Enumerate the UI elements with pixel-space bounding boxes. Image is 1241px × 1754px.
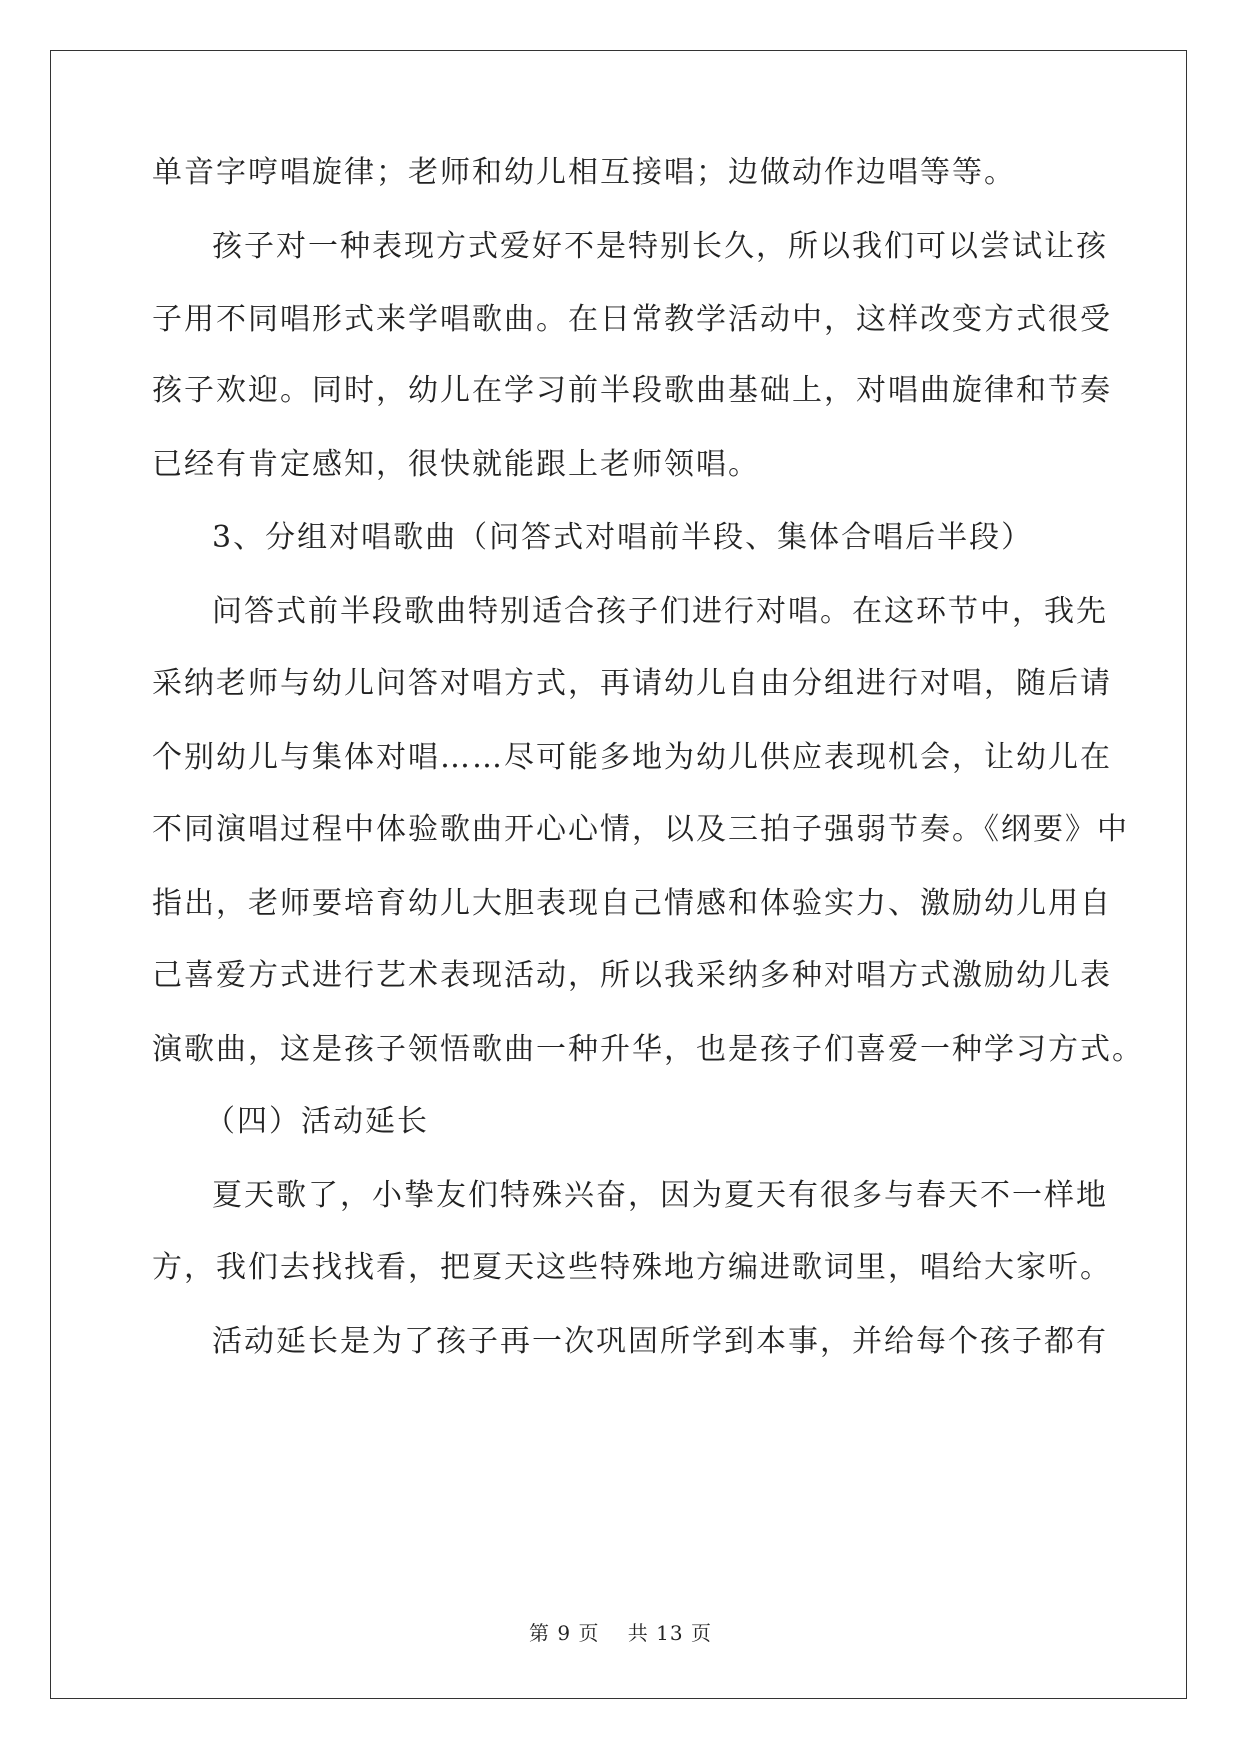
paragraph-line: 演歌曲，这是孩子领悟歌曲一种升华，也是孩子们喜爱一种学习方式。	[152, 1032, 1144, 1067]
paragraph-line: 方，我们去找找看，把夏天这些特殊地方编进歌词里，唱给大家听。	[152, 1250, 1112, 1285]
page-number-footer: 第 9 页 共 13 页	[529, 1621, 712, 1645]
paragraph-line: 活动延长是为了孩子再一次巩固所学到本事，并给每个孩子都有	[212, 1324, 1108, 1359]
section-heading: 3、分组对唱歌曲（问答式对唱前半段、集体合唱后半段）	[212, 520, 1034, 555]
paragraph-line: 问答式前半段歌曲特别适合孩子们进行对唱。在这环节中，我先	[212, 594, 1108, 629]
paragraph-line: 子用不同唱形式来学唱歌曲。在日常教学活动中，这样改变方式很受	[152, 302, 1112, 337]
paragraph-line: 采纳老师与幼儿问答对唱方式，再请幼儿自由分组进行对唱，随后请	[152, 666, 1112, 701]
paragraph-line: 孩子欢迎。同时，幼儿在学习前半段歌曲基础上，对唱曲旋律和节奏	[152, 373, 1112, 408]
paragraph-line: 指出，老师要培育幼儿大胆表现自己情感和体验实力、激励幼儿用自	[152, 886, 1112, 921]
section-heading: （四）活动延长	[205, 1104, 429, 1139]
paragraph-line: 单音字哼唱旋律；老师和幼儿相互接唱；边做动作边唱等等。	[152, 155, 1016, 190]
page-border	[50, 50, 1187, 1699]
paragraph-line: 不同演唱过程中体验歌曲开心心情，以及三拍子强弱节奏。《纲要》中	[152, 812, 1129, 847]
paragraph-line: 夏天歌了，小挚友们特殊兴奋，因为夏天有很多与春天不一样地	[212, 1178, 1108, 1213]
paragraph-line: 孩子对一种表现方式爱好不是特别长久，所以我们可以尝试让孩	[212, 229, 1108, 264]
paragraph-line: 己喜爱方式进行艺术表现活动，所以我采纳多种对唱方式激励幼儿表	[152, 958, 1112, 993]
paragraph-line: 已经有肯定感知，很快就能跟上老师领唱。	[152, 447, 760, 482]
paragraph-line: 个别幼儿与集体对唱……尽可能多地为幼儿供应表现机会，让幼儿在	[152, 740, 1112, 775]
